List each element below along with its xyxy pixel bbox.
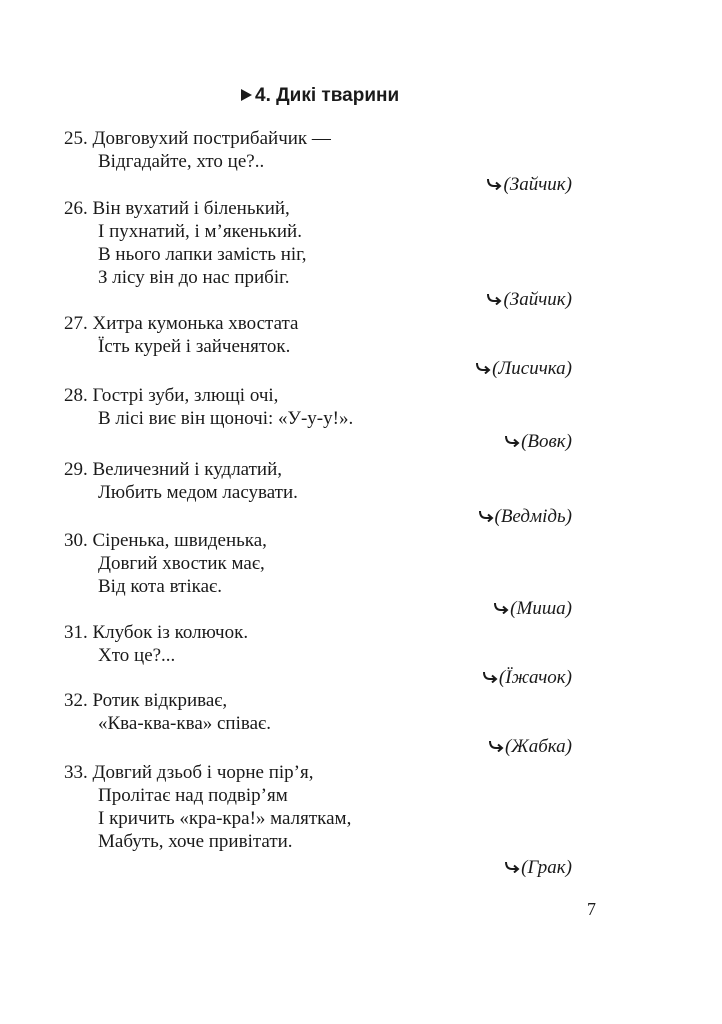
riddle-answer: (Грак) [504,856,572,879]
riddle-line: Хитра кумонька хвостата [92,313,299,334]
riddle-line: В нього лапки замість ніг, [98,244,307,265]
riddle-number: 31. [64,622,88,643]
riddle-31 [64,621,584,667]
riddle-answer: (Вовк) [504,430,572,453]
riddle-answer: (Зайчик) [486,173,572,196]
riddle-28 [64,384,584,430]
curved-arrow-icon [482,671,498,683]
curved-arrow-icon [493,602,509,614]
riddle-line: Сіренька, швиденька, [92,530,267,551]
riddle-line: Довгий хвостик має, [98,553,265,574]
riddle-line: Довгий дзьоб і чорне пір’я, [92,762,314,783]
riddle-32 [64,689,584,735]
curved-arrow-icon [504,861,520,873]
curved-arrow-icon [486,293,502,305]
riddle-29 [64,458,584,504]
riddle-number: 27. [64,313,88,334]
riddle-answer: (Зайчик) [486,288,572,311]
curved-arrow-icon [488,740,504,752]
riddle-line: З лісу він до нас прибіг. [98,267,290,288]
riddle-line: Величезний і кудлатий, [92,459,283,480]
riddle-number: 29. [64,459,88,480]
riddle-line: Мабуть, хоче привітати. [98,831,293,852]
riddle-27 [64,312,584,358]
riddle-line: Їсть курей і зайченяток. [98,336,291,357]
riddle-33 [64,761,584,853]
riddle-line: Він вухатий і біленький, [92,198,290,219]
riddle-answer: (Жабка) [488,735,572,758]
riddle-line: І пухнатий, і м’якенький. [98,221,302,242]
riddle-line: В лісі виє він щоночі: «У-у-у!». [98,408,354,429]
curved-arrow-icon [475,362,491,374]
riddle-line: Довговухий пострибайчик — [92,128,331,149]
riddle-30 [64,529,584,598]
triangle-right-icon [241,89,252,101]
riddle-line: Відгадайте, хто це?.. [98,151,265,172]
curved-arrow-icon [478,510,494,522]
riddle-line: Клубок із колючок. [92,622,249,643]
riddle-number: 32. [64,690,88,711]
riddle-answer: (Миша) [493,597,572,620]
section-number: 4. [255,85,271,106]
riddle-line: Гострі зуби, злющі очі, [92,385,279,406]
riddle-26 [64,197,584,289]
riddle-line: Любить медом ласувати. [98,482,298,503]
riddle-answer: (Ведмідь) [478,505,573,528]
riddle-number: 30. [64,530,88,551]
riddle-line: «Ква-ква-ква» співає. [98,713,271,734]
riddle-line: Хто це?... [98,645,176,666]
riddle-number: 26. [64,198,88,219]
curved-arrow-icon [486,178,502,190]
riddle-number: 25. [64,128,88,149]
riddle-number: 28. [64,385,88,406]
section-title: Дикі тварини [276,85,400,106]
riddle-answer: (Їжачок) [482,666,572,689]
page-number: 7 [587,899,596,919]
curved-arrow-icon [504,435,520,447]
section-heading [241,84,399,108]
riddle-line: Ротик відкриває, [92,690,228,711]
riddle-number: 33. [64,762,88,783]
riddle-answer: (Лисичка) [475,357,572,380]
riddle-line: Від кота втікає. [98,576,222,597]
riddle-line: Пролітає над подвір’ям [98,785,288,806]
riddle-25 [64,127,584,173]
riddle-line: І кричить «кра-кра!» маляткам, [98,808,352,829]
